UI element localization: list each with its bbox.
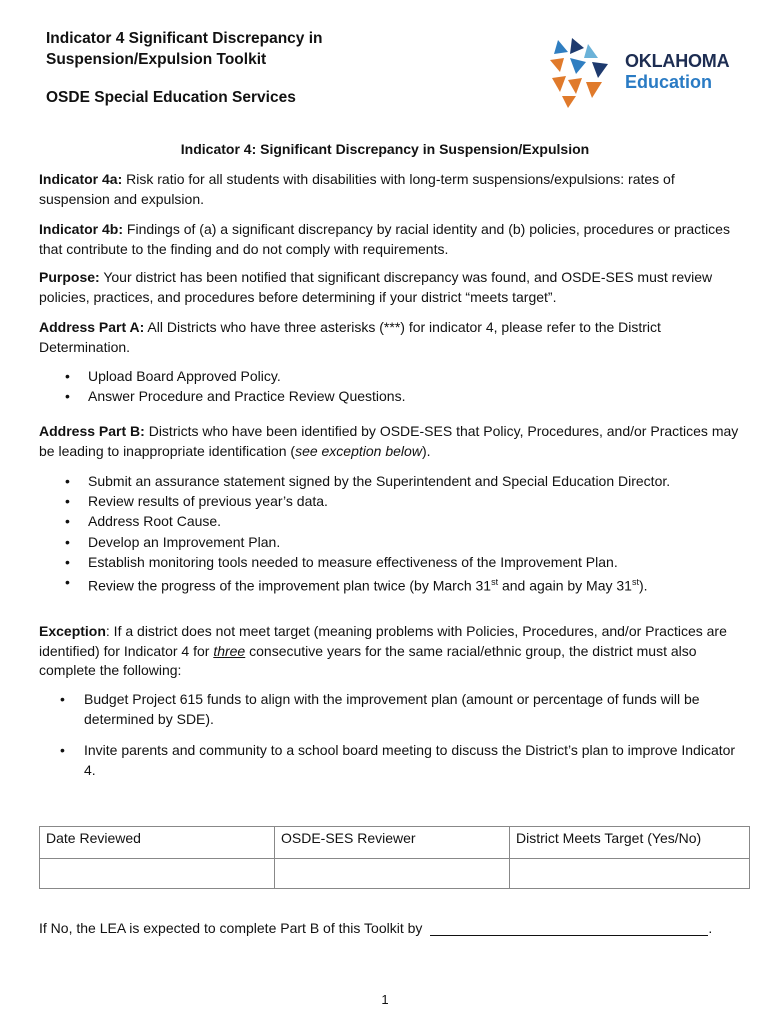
department-name: OSDE Special Education Services [46,89,296,106]
logo-text-education: Education [625,72,713,92]
list-item [39,572,749,596]
review-table [39,826,750,889]
part-b-italic: see exception below [295,442,422,459]
header-meets-target: District Meets Target (Yes/No) [510,827,750,859]
exception-paragraph [39,622,751,681]
part-b-label: Address Part B: [39,423,145,439]
oklahoma-education-logo [546,38,746,108]
review-progress-text-a: Review the progress of the improvement plan twice (by March 31 [88,577,492,594]
ordinal-suffix: st [491,577,499,588]
deadline-period: . [708,920,713,936]
ordinal-suffix: st [631,577,639,588]
meets-target-cell[interactable] [510,859,750,889]
indicator-4a-paragraph [39,170,739,209]
part-b-list [39,471,749,596]
list-item: • Address Root Cause. [39,511,749,531]
completion-deadline-line [39,920,712,936]
part-b-paragraph [39,422,739,461]
list-item: • Submit an assurance statement signed by the Superintendent and Special Education Director. [39,471,749,491]
list-item: • Answer Procedure and Practice Review Questions. [39,386,749,406]
indicator-4b-paragraph [39,220,739,259]
part-a-paragraph [39,318,739,357]
reviewer-cell[interactable] [275,859,510,889]
review-progress-text-b: and again by May 31 [498,577,632,594]
list-item: • Invite parents and community to a school board meeting to discuss the District’s plan to improve Indicator 4. [39,741,749,780]
part-a-list [39,366,749,406]
logo-text-oklahoma: OKLAHOMA [625,51,730,71]
header-date-reviewed: Date Reviewed [40,827,275,859]
purpose-label: Purpose: [39,269,100,285]
purpose-text: Your district has been notified that significant discrepancy was found, and OSDE-SES must review policies, practices, and procedures before determining if your district “meets target”. [39,269,713,305]
part-a-text: All Districts who have three asterisks (***) for indicator 4, please refer to the District Determination. [39,319,661,355]
deadline-blank-field[interactable] [430,921,708,936]
list-item: • Upload Board Approved Policy. [39,366,749,386]
purpose-paragraph [39,268,739,307]
exception-label: Exception [39,623,106,639]
review-progress-text-c: ). [638,577,648,594]
indicator-4a-text: Risk ratio for all students with disabilities with long-term suspensions/expulsions: rates of suspension and expulsion. [39,171,675,207]
exception-list [39,690,749,792]
table-header-row [40,827,750,859]
indicator-4a-label: Indicator 4a: [39,171,123,187]
list-item: • Review results of previous year’s data. [39,491,749,511]
part-a-label: Address Part A: [39,319,145,335]
deadline-text: If No, the LEA is expected to complete Part B of this Toolkit by [39,920,423,936]
exception-text-1: : If a district does not meet target (meaning problems with Policies, Procedures, and/or Practices are identified) for Indicator 4 for [39,623,727,659]
part-b-text: Districts who have been identified by OSDE-SES that Policy, Procedures, and/or Practices may be leading to inappropriate identification ( [39,423,739,459]
document-heading: Indicator 4: Significant Discrepancy in Suspension/Expulsion [180,141,590,157]
list-item: • Establish monitoring tools needed to measure effectiveness of the Improvement Plan. [39,552,749,572]
indicator-4b-text: Findings of (a) a significant discrepancy by racial identity and (b) policies, procedures or practices that contribute to the finding and do not comply with requirements. [39,221,730,257]
star-logo-icon [546,38,618,110]
header-reviewer: OSDE-SES Reviewer [275,827,510,859]
page-number: 1 [381,992,389,1007]
exception-text-2: consecutive years for the same racial/ethnic group, the district must also complete the following: [39,642,697,678]
table-row [40,859,750,889]
date-reviewed-cell[interactable] [40,859,275,889]
part-b-text-end: ). [421,442,431,459]
exception-emphasis: three [213,642,246,659]
list-item: • Develop an Improvement Plan. [39,532,749,552]
toolkit-title: Indicator 4 Significant Discrepancy in Suspension/Expulsion Toolkit [46,30,323,68]
indicator-4b-label: Indicator 4b: [39,221,124,237]
list-item: • Budget Project 615 funds to align with the improvement plan (amount or percentage of funds will be determined by SDE). [39,690,749,729]
